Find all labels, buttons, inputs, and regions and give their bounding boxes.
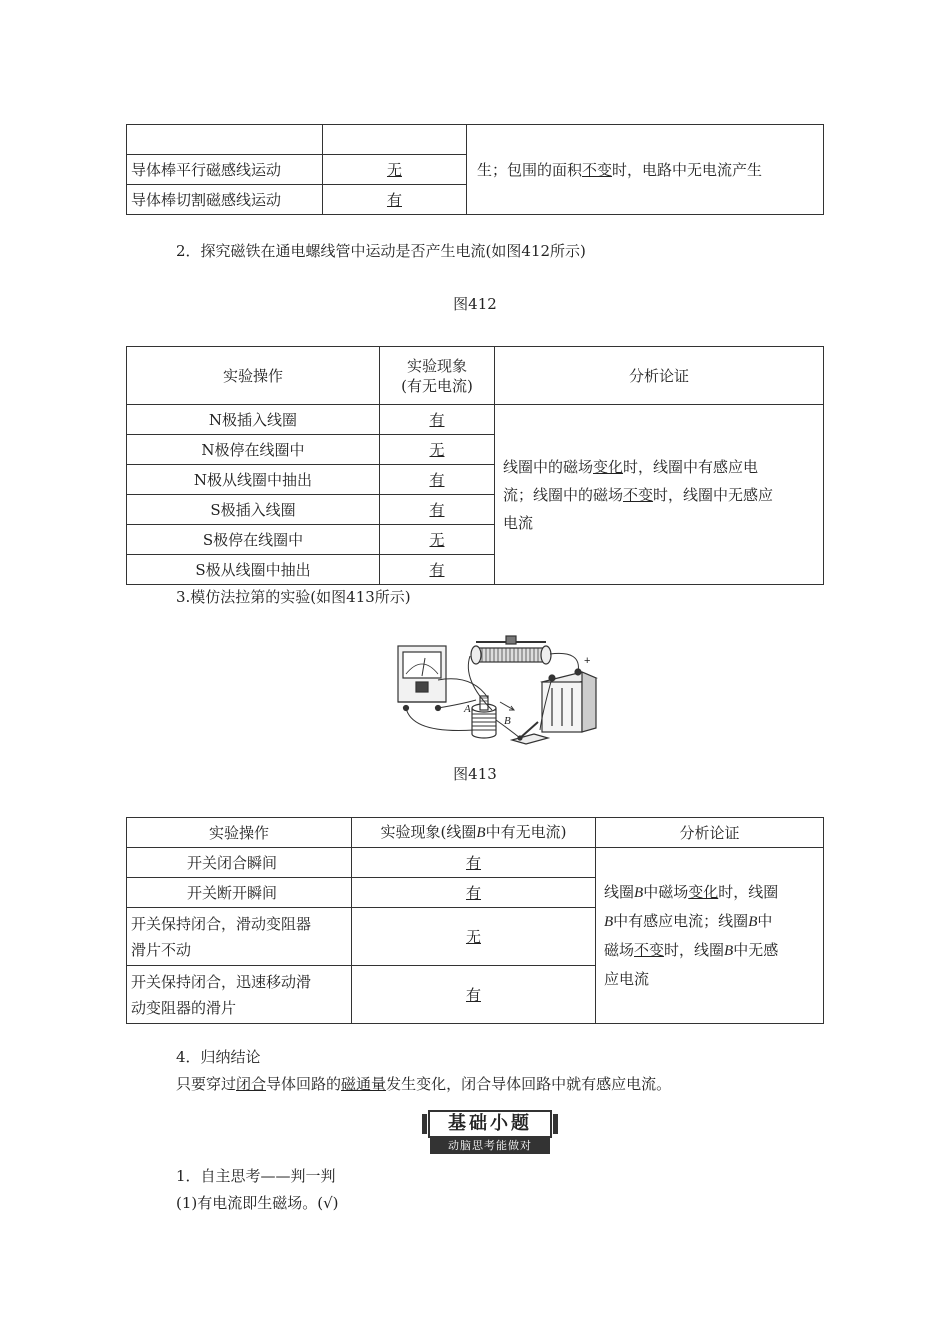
table-magnet-coil [126,346,824,585]
exercise-heading: 1．自主思考——判一判 [176,1167,336,1185]
table2-analysis: 线圈中的磁场变化时，线圈中有感应电 流；线圈中的磁场不变时，线圈中无感应 电流 [495,405,824,585]
table3-header-phenomenon: 实验现象(线圈B中有无电流) [352,818,596,848]
faraday-apparatus-figure [392,630,602,755]
table3-header-op: 实验操作 [127,818,352,848]
table1-result: 有 [323,185,467,215]
galvanometer-icon [398,646,446,711]
table1-op: 导体棒切割磁感线运动 [127,185,323,215]
exercise-item-1: (1)有电流即生磁场。(√) [176,1194,339,1212]
table3-op: 开关闭合瞬间 [127,848,352,878]
table2-result: 无 [380,435,495,465]
plus-terminal-label: + [584,655,591,667]
banner-title: 基础小题 [428,1110,552,1138]
table2-result: 无 [380,525,495,555]
table-conductor-rod [126,124,824,215]
rheostat-icon [471,636,551,664]
table3-op: 开关保持闭合，滑动变阻器 滑片不动 [127,908,352,966]
table1-blank-cell [127,125,323,155]
table3-result: 有 [352,966,596,1024]
coil-b-label: B [504,715,511,727]
table2-result: 有 [380,555,495,585]
table2-result: 有 [380,465,495,495]
table3-result: 有 [352,878,596,908]
coil-a-label: A [464,703,471,715]
table2-op: N极停在线圈中 [127,435,380,465]
banner-subtitle: 动脑思考能做对 [430,1138,550,1154]
table2-header-op: 实验操作 [127,347,380,405]
table2-result: 有 [380,495,495,525]
table2-result: 有 [380,405,495,435]
table3-result: 有 [352,848,596,878]
basic-questions-banner [428,1110,552,1154]
table2-header-phenomenon: 实验现象 (有无电流) [380,347,495,405]
table2-op: S极插入线圈 [127,495,380,525]
table2-header-analysis: 分析论证 [495,347,824,405]
battery-icon [542,669,596,732]
figure-412-caption: 图412 [453,295,497,313]
table1-result: 无 [323,155,467,185]
figure-413-caption: 图413 [453,765,497,783]
coil-icon [472,696,496,738]
table2-op: S极停在线圈中 [127,525,380,555]
table1-op: 导体棒平行磁感线运动 [127,155,323,185]
table3-header-analysis: 分析论证 [596,818,824,848]
table3-result: 无 [352,908,596,966]
table1-blank-cell [323,125,467,155]
table2-op: S极从线圈中抽出 [127,555,380,585]
table3-op: 开关保持闭合，迅速移动滑 动变阻器的滑片 [127,966,352,1024]
table-faraday-experiment [126,817,824,1024]
section-4-conclusion: 只要穿过闭合导体回路的磁通量发生变化，闭合导体回路中就有感应电流。 [176,1075,672,1093]
section-3-heading: 3.模仿法拉第的实验(如图413所示) [176,588,411,606]
table1-analysis: 生；包围的面积不变时，电路中无电流产生 [467,125,824,215]
table2-op: N极插入线圈 [127,405,380,435]
table2-op: N极从线圈中抽出 [127,465,380,495]
table3-analysis: 线圈B中磁场变化时，线圈 B中有感应电流；线圈B中 磁场不变时，线圈B中无感 应电流 [596,848,824,1024]
section-4-heading: 4．归纳结论 [176,1048,261,1066]
table3-op: 开关断开瞬间 [127,878,352,908]
section-2-heading: 2．探究磁铁在通电螺线管中运动是否产生电流(如图412所示) [176,242,586,260]
